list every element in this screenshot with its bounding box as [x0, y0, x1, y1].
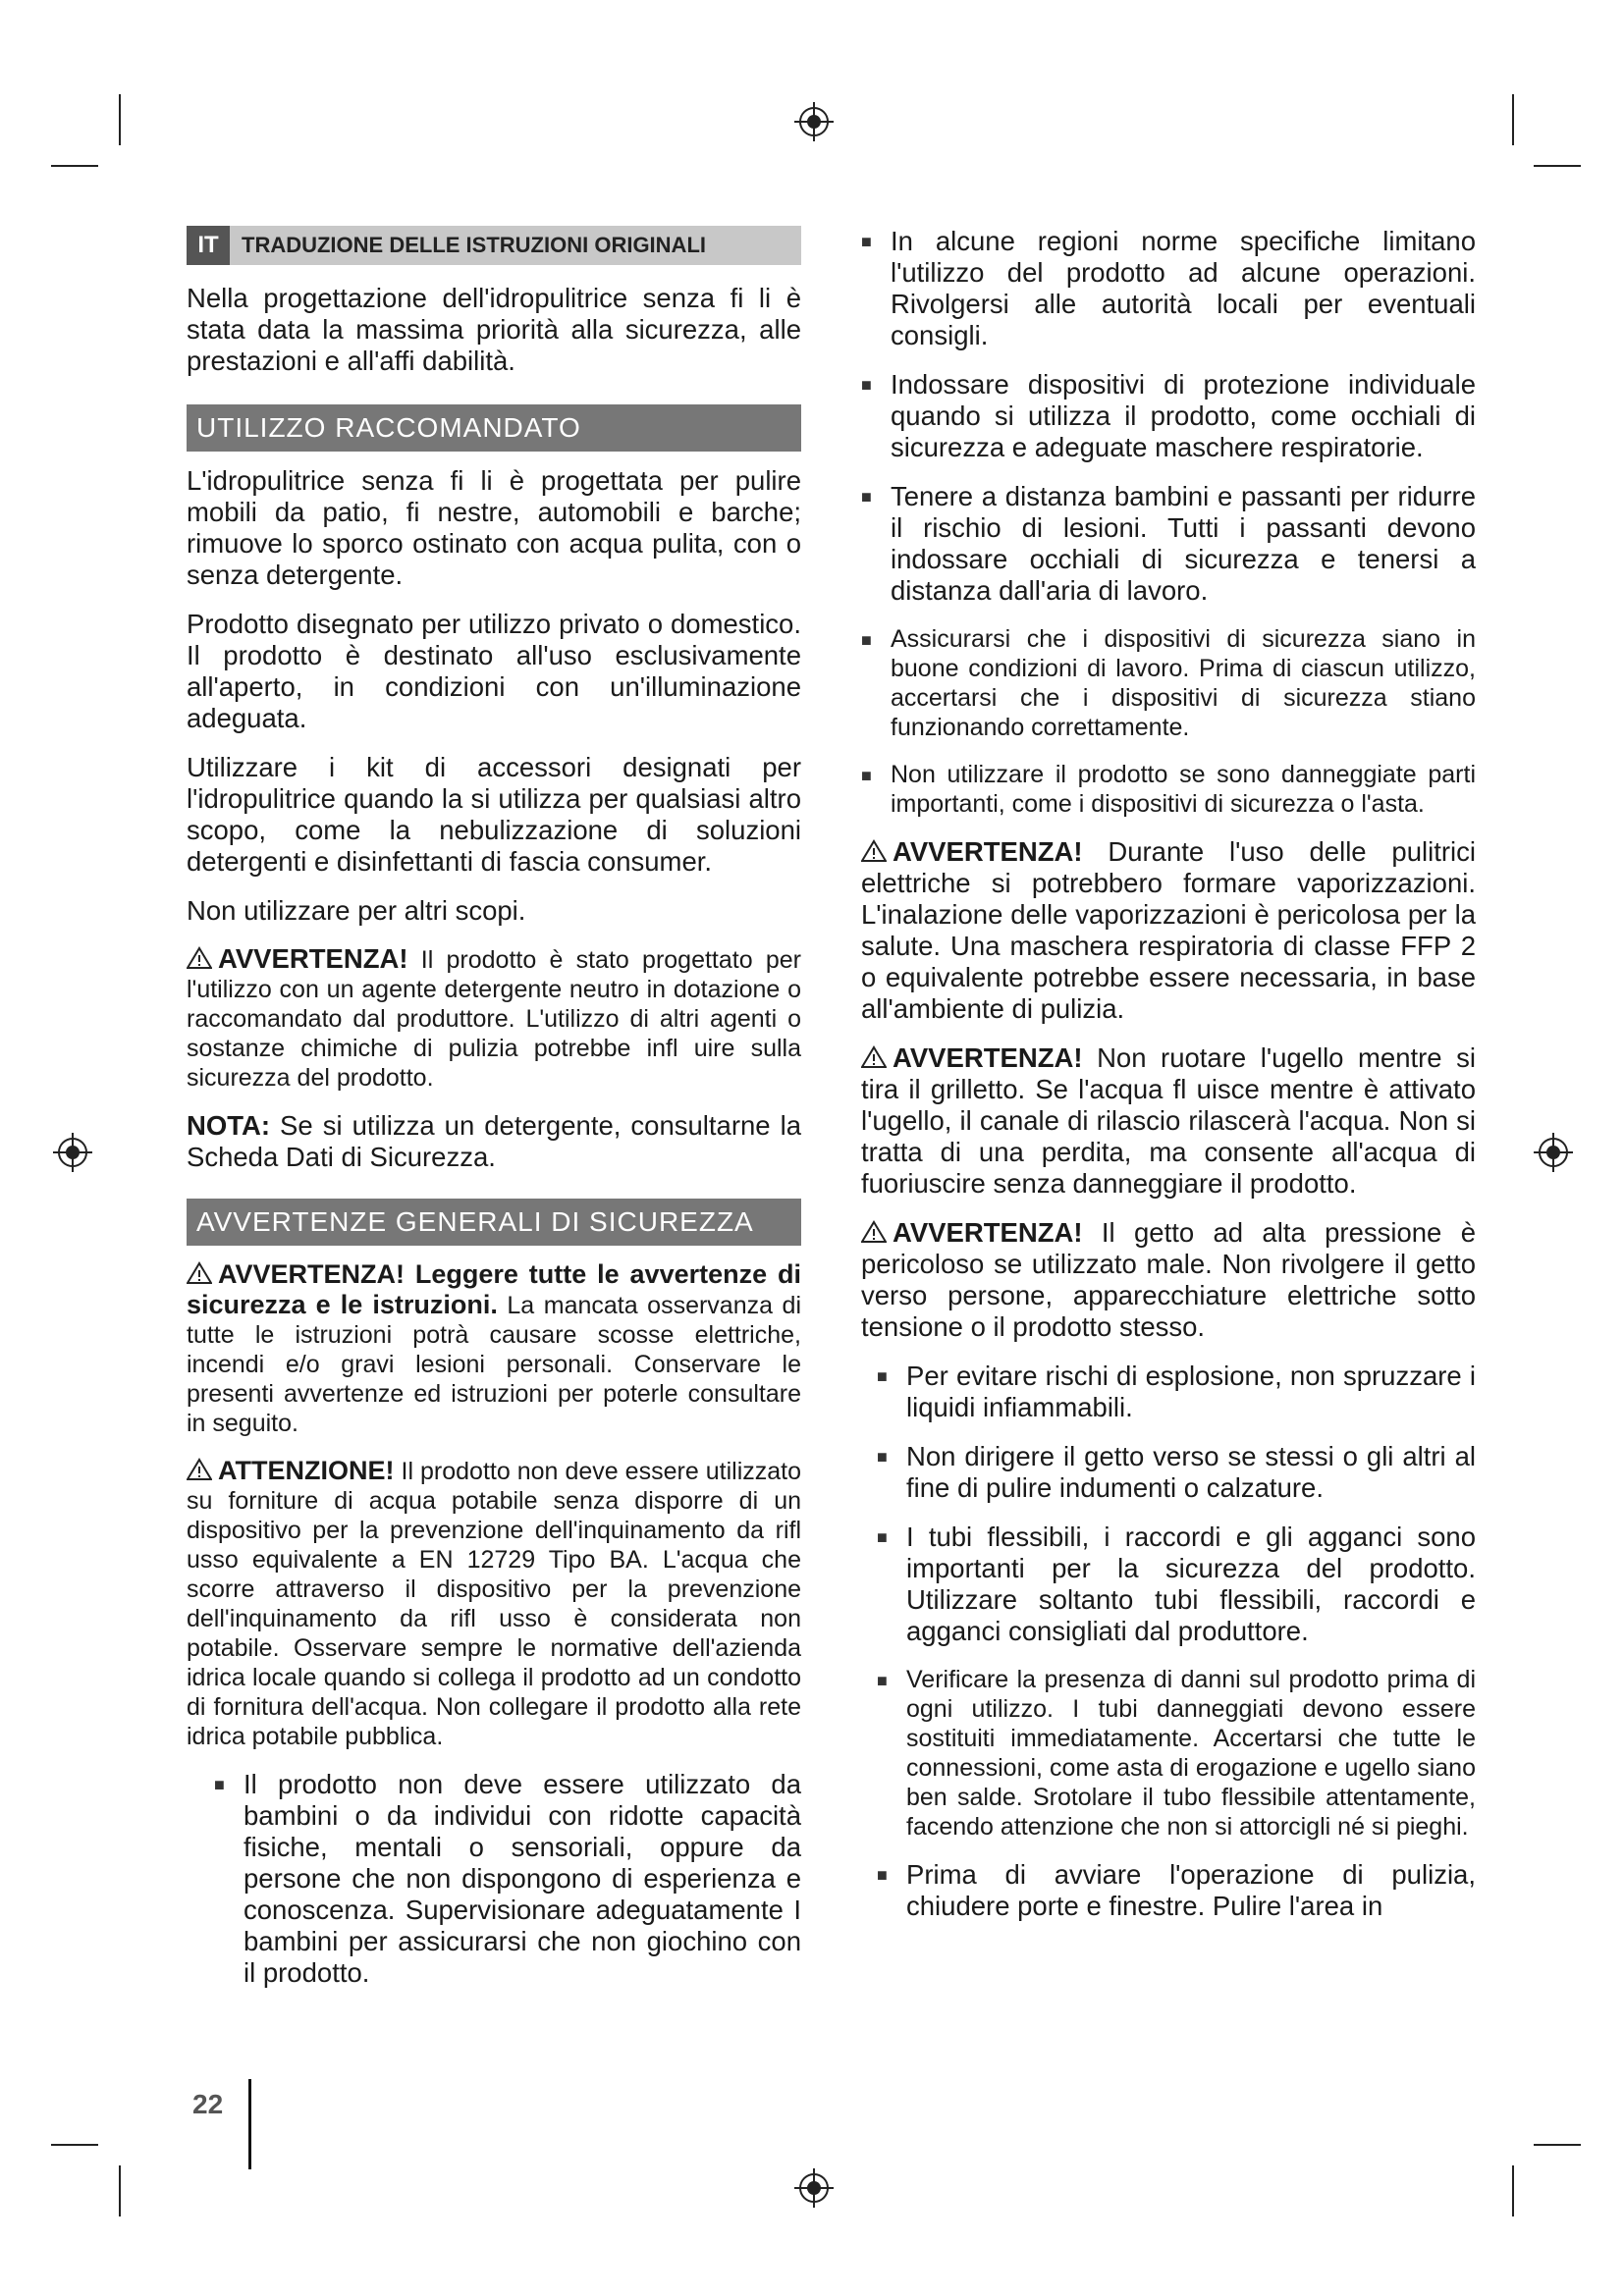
- bullet-text: Prima di avviare l'operazione di pulizia, chiudere porte e finestre. Pulire l'area in: [906, 1859, 1476, 1921]
- crop-mark: [119, 94, 121, 145]
- warning-text: Durante l'uso delle pulitrici elettriche si potrebbero formare vaporizzazioni. L'inalazione delle vaporizzazioni è pericolosa per la salute. Una maschera respiratoria di classe FFP 2 o equivalente potrebbe essere necessaria, in base all'ambiente di pulizia.: [861, 836, 1476, 1024]
- section-heading-recommended-use: UTILIZZO RACCOMANDATO: [187, 404, 801, 452]
- bullet-square-icon: ■: [861, 766, 872, 785]
- list-item: [861, 481, 1476, 607]
- warning-triangle-icon: [861, 1220, 887, 1244]
- bullet-text: Assicurarsi che i dispositivi di sicurezza siano in buone condizioni di lavoro. Prima di ciascun utilizzo, accertarsi che i dispositivi di sicurezza stiano funzionando correttamente.: [891, 625, 1476, 741]
- crop-mark: [51, 2144, 98, 2146]
- warning-paragraph: [187, 1259, 801, 1438]
- warning-triangle-icon: [861, 839, 887, 863]
- bullet-text: In alcune regioni norme specifiche limitano l'utilizzo del prodotto ad alcune operazioni. Rivolgersi alle autorità locali per eventuali consigli.: [891, 226, 1476, 350]
- warning-triangle-icon: [187, 946, 212, 970]
- page-number-divider: [248, 2079, 251, 2169]
- warning-text: Il prodotto è stato progettato per l'utilizzo con un agente detergente neutro in dotazione o raccomandato dal produttore. L'utilizzo di altri agenti o sostanze chimiche di pulizia potrebbe infl uire sulla sicurezza del prodotto.: [187, 946, 801, 1092]
- crop-mark: [1512, 94, 1514, 145]
- warning-triangle-icon: [187, 1458, 212, 1481]
- registration-mark-icon: [51, 1131, 94, 1174]
- list-item: [214, 1769, 801, 1989]
- header-title: TRADUZIONE DELLE ISTRUZIONI ORIGINALI: [242, 233, 706, 257]
- warning-paragraph: [187, 944, 801, 1093]
- warning-triangle-icon: [187, 1261, 212, 1285]
- warning-paragraph: [861, 836, 1476, 1025]
- bullet-square-icon: ■: [861, 630, 872, 650]
- bullet-text: Tenere a distanza bambini e passanti per ridurre il rischio di lesioni. Tutti i passanti devono indossare occhiali di sicurezza e tenersi a distanza dall'aria di lavoro.: [891, 481, 1476, 606]
- bullet-text: Non utilizzare il prodotto se sono danneggiate parti importanti, come i dispositivi di sicurezza o l'asta.: [891, 761, 1476, 818]
- warning-text: Il getto ad alta pressione è pericoloso se utilizzato male. Non rivolgere il getto verso persone, apparecchiature elettriche sotto tensione o il prodotto stesso.: [861, 1217, 1476, 1342]
- note-label: NOTA:: [187, 1110, 271, 1141]
- list-item: [877, 1361, 1476, 1423]
- list-item: [861, 369, 1476, 463]
- list-item: [877, 1859, 1476, 1922]
- left-column: [187, 226, 801, 2006]
- warning-triangle-icon: [861, 1045, 887, 1069]
- page-number: 22: [192, 2089, 224, 2119]
- attention-paragraph: [187, 1456, 801, 1751]
- list-item: [877, 1522, 1476, 1647]
- list-item: [877, 1441, 1476, 1504]
- attention-label: ATTENZIONE!: [218, 1456, 395, 1485]
- list-item: [861, 624, 1476, 742]
- bullet-text: Per evitare rischi di esplosione, non spruzzare i liquidi infiammabili.: [906, 1361, 1476, 1422]
- bullet-text: Non dirigere il getto verso se stessi o gli altri al fine di pulire indumenti o calzature.: [906, 1441, 1476, 1503]
- warning-label: AVVERTENZA!: [893, 1042, 1083, 1073]
- bullet-text: Verificare la presenza di danni sul prodotto prima di ogni utilizzo. I tubi danneggiati devono essere sostituiti immediatamente. Accertarsi che tutte le connessioni, come asta di erogazione e ugello siano ben salde. Srotolare il tubo flessibile attentamente, facendo attenzione che non si attorcigli né si pieghi.: [906, 1666, 1476, 1841]
- bullet-square-icon: ■: [214, 1775, 225, 1794]
- paragraph: Prodotto disegnato per utilizzo privato o domestico. Il prodotto è destinato all'uso esclusivamente all'aperto, in condizioni con un'illuminazione adeguata.: [187, 609, 801, 733]
- paragraph: L'idropulitrice senza fi li è progettata per pulire mobili da patio, fi nestre, automobili e barche; rimuove lo sporco ostinato con acqua pulita, con o senza detergente.: [187, 465, 801, 590]
- crop-mark: [1512, 2165, 1514, 2216]
- paragraph: Non utilizzare per altri scopi.: [187, 895, 526, 926]
- right-column: [861, 226, 1476, 1940]
- bullet-square-icon: ■: [877, 1527, 888, 1547]
- note-text: Se si utilizza un detergente, consultarne la Scheda Dati di Sicurezza.: [187, 1110, 801, 1172]
- bullet-square-icon: ■: [877, 1865, 888, 1885]
- crop-mark: [119, 2165, 121, 2216]
- warning-text: La mancata osservanza di tutte le istruzioni potrà causare scosse elettriche, incendi e/o gravi lesioni personali. Conservare le presenti avvertenze ed istruzioni per poterle consultare in seguito.: [187, 1292, 802, 1437]
- list-item: [877, 1665, 1476, 1842]
- warning-label: AVVERTENZA! Leggere tutte le avvertenze di sicurezza e le istruzioni.: [187, 1259, 801, 1319]
- warning-paragraph: [861, 1217, 1476, 1343]
- warning-label: AVVERTENZA!: [893, 1217, 1083, 1248]
- paragraph: Utilizzare i kit di accessori designati per l'idropulitrice quando la si utilizza per qualsiasi altro scopo, come la nebulizzazione di soluzioni detergenti e disinfettanti di fascia consumer.: [187, 752, 801, 877]
- registration-mark-icon: [792, 2166, 836, 2210]
- language-header-bar: [187, 226, 801, 265]
- bullet-text: Il prodotto non deve essere utilizzato da bambini o da individui con ridotte capacità fisiche, mentali o sensoriali, oppure da persone che non dispongono di esperienza e conoscenza. Supervisionare adeguatamente I bambini per assicurarsi che non giochino con il prodotto.: [244, 1769, 801, 1988]
- warning-paragraph: [861, 1042, 1476, 1200]
- bullet-square-icon: ■: [877, 1366, 888, 1386]
- language-code-badge: IT: [187, 226, 230, 265]
- intro-paragraph: Nella progettazione dell'idropulitrice senza fi li è stata data la massima priorità alla sicurezza, alle prestazioni e all'affi dabilità.: [187, 283, 801, 376]
- list-item: [861, 226, 1476, 351]
- crop-mark: [51, 165, 98, 167]
- warning-text: Non ruotare l'ugello mentre si tira il grilletto. Se l'acqua fl uisce mentre è attivato l'ugello, il canale di rilascio rilascerà l'acqua. Non si tratta di una perdita, ma consente all'acqua di fuoriuscire senza danneggiare il prodotto.: [861, 1042, 1476, 1199]
- list-item: [861, 760, 1476, 819]
- bullet-square-icon: ■: [861, 487, 872, 507]
- crop-mark: [1534, 165, 1581, 167]
- warning-label: AVVERTENZA!: [893, 836, 1083, 867]
- bullet-text: Indossare dispositivi di protezione individuale quando si utilizza il prodotto, come occhiali di sicurezza e adeguate maschere respiratorie.: [891, 369, 1476, 462]
- bullet-text: I tubi flessibili, i raccordi e gli agganci sono importanti per la sicurezza del prodotto. Utilizzare soltanto tubi flessibili, raccordi e agganci consigliati dal produttore.: [906, 1522, 1476, 1646]
- section-heading-general-safety: AVVERTENZE GENERALI DI SICUREZZA: [187, 1199, 801, 1246]
- crop-mark: [1534, 2144, 1581, 2146]
- bullet-square-icon: ■: [877, 1671, 888, 1690]
- bullet-square-icon: ■: [861, 375, 872, 395]
- attention-text: Il prodotto non deve essere utilizzato su forniture di acqua potabile senza disporre di un dispositivo per la prevenzione dell'inquinamento da rifl usso equivalente a EN 12729 Tipo BA. L'acqua che scorre attraverso il dispositivo per la prevenzione dell'inquinamento da rifl usso è considerata non potabile. Osservare sempre le normative dell'azienda idrica locale quando si collega il prodotto ad un condotto di fornitura dell'acqua. Non collegare il prodotto alla rete idrica potabile pubblica.: [187, 1458, 801, 1750]
- note-paragraph: [187, 1110, 801, 1173]
- bullet-square-icon: ■: [861, 232, 872, 251]
- registration-mark-icon: [1532, 1131, 1575, 1174]
- bullet-square-icon: ■: [877, 1447, 888, 1467]
- warning-label: AVVERTENZA!: [218, 943, 408, 974]
- registration-mark-icon: [792, 100, 836, 143]
